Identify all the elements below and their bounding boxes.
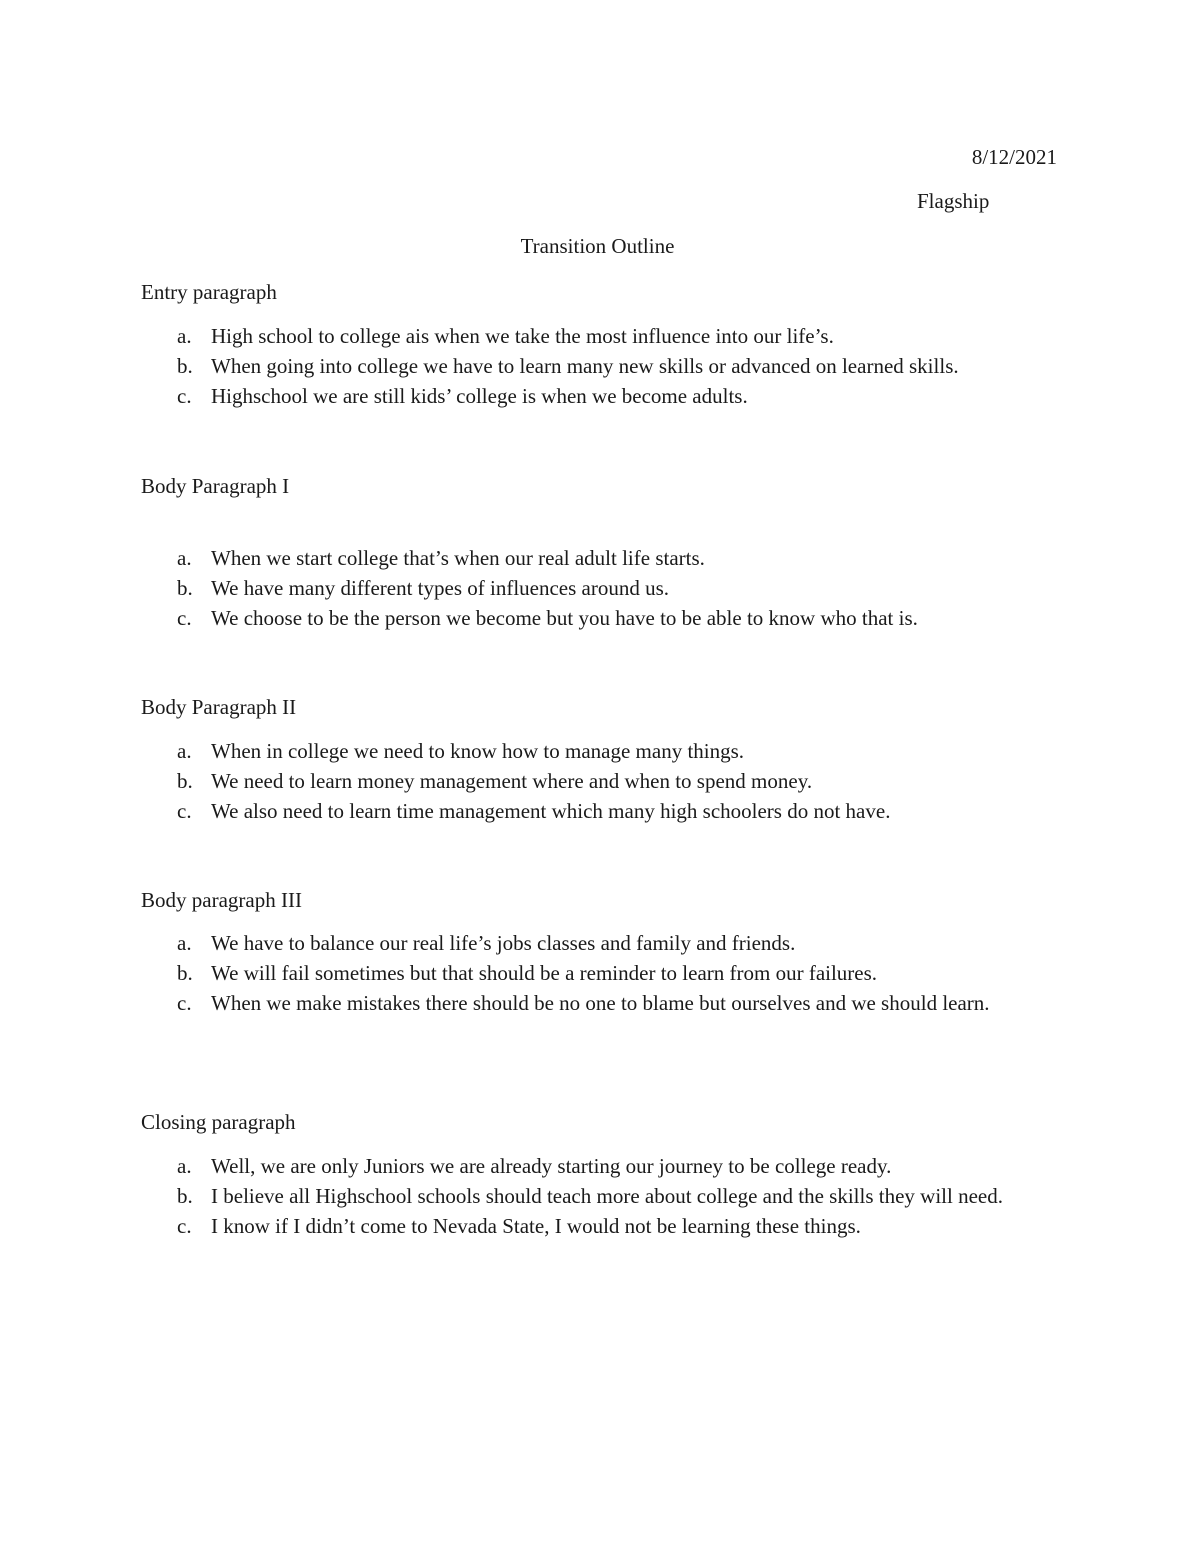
list-item-text: When in college we need to know how to manage many things. (211, 739, 745, 763)
list-marker: b. (177, 1184, 193, 1208)
section-entry-paragraph (141, 277, 1061, 411)
list-item (141, 321, 1061, 351)
section-body-paragraph-3 (141, 885, 1061, 1018)
list-item (141, 1211, 1061, 1241)
list-item (141, 988, 1061, 1018)
list-marker: c. (177, 606, 192, 630)
list-marker: c. (177, 991, 192, 1015)
list-item-text: When going into college we have to learn many new skills or advanced on learned skills. (211, 354, 959, 378)
list-item-text: Highschool we are still kids’ college is when we become adults. (211, 384, 748, 408)
outline-list (141, 736, 1061, 826)
section-heading: Closing paragraph (141, 1110, 296, 1134)
outline-list (141, 543, 1061, 633)
list-item-text: We also need to learn time management which many high schoolers do not have. (211, 799, 891, 823)
list-item (141, 736, 1061, 766)
list-item-text: High school to college ais when we take the most influence into our life’s. (211, 324, 834, 348)
list-marker: b. (177, 961, 193, 985)
list-item-text: We have to balance our real life’s jobs classes and family and friends. (211, 931, 796, 955)
section-heading: Body Paragraph I (141, 474, 290, 498)
list-item (141, 543, 1061, 573)
section-closing-paragraph (141, 1107, 1061, 1241)
list-marker: c. (177, 799, 192, 823)
list-marker: a. (177, 931, 192, 955)
list-item-text: Well, we are only Juniors we are already starting our journey to be college ready. (211, 1154, 892, 1178)
list-item (141, 381, 1061, 411)
section-body-paragraph-1 (141, 471, 1061, 633)
section-heading: Body paragraph III (141, 888, 302, 912)
list-marker: a. (177, 546, 192, 570)
list-item (141, 1181, 1061, 1211)
list-item-text: When we start college that’s when our real adult life starts. (211, 546, 705, 570)
document-title: Transition Outline (520, 234, 675, 258)
list-item-text: I know if I didn’t come to Nevada State, I would not be learning these things. (211, 1214, 861, 1238)
list-item-text: When we make mistakes there should be no one to blame but ourselves and we should learn. (211, 991, 990, 1015)
list-item-text: We need to learn money management where and when to spend money. (211, 769, 813, 793)
list-item-text: We will fail sometimes but that should be a reminder to learn from our failures. (211, 961, 878, 985)
list-item (141, 573, 1061, 603)
list-item (141, 796, 1061, 826)
list-item-text: I believe all Highschool schools should teach more about college and the skills they will need. (211, 1184, 1003, 1208)
list-item (141, 1151, 1061, 1181)
list-marker: b. (177, 576, 193, 600)
list-marker: c. (177, 384, 192, 408)
outline-list (141, 928, 1061, 1018)
outline-list (141, 1151, 1061, 1241)
section-heading: Body Paragraph II (141, 695, 297, 719)
list-item-text: We have many different types of influences around us. (211, 576, 670, 600)
list-item (141, 351, 1061, 381)
organization-name: Flagship (917, 189, 990, 213)
list-marker: a. (177, 1154, 192, 1178)
section-heading: Entry paragraph (141, 280, 277, 304)
list-marker: b. (177, 354, 193, 378)
list-marker: a. (177, 324, 192, 348)
list-item (141, 928, 1061, 958)
outline-list (141, 321, 1061, 411)
list-item (141, 766, 1061, 796)
list-marker: b. (177, 769, 193, 793)
document-date: 8/12/2021 (971, 145, 1057, 169)
list-marker: a. (177, 739, 192, 763)
list-item-text: We choose to be the person we become but you have to be able to know who that is. (211, 606, 918, 630)
list-marker: c. (177, 1214, 192, 1238)
list-item (141, 603, 1061, 633)
section-body-paragraph-2 (141, 692, 1061, 826)
list-item (141, 958, 1061, 988)
